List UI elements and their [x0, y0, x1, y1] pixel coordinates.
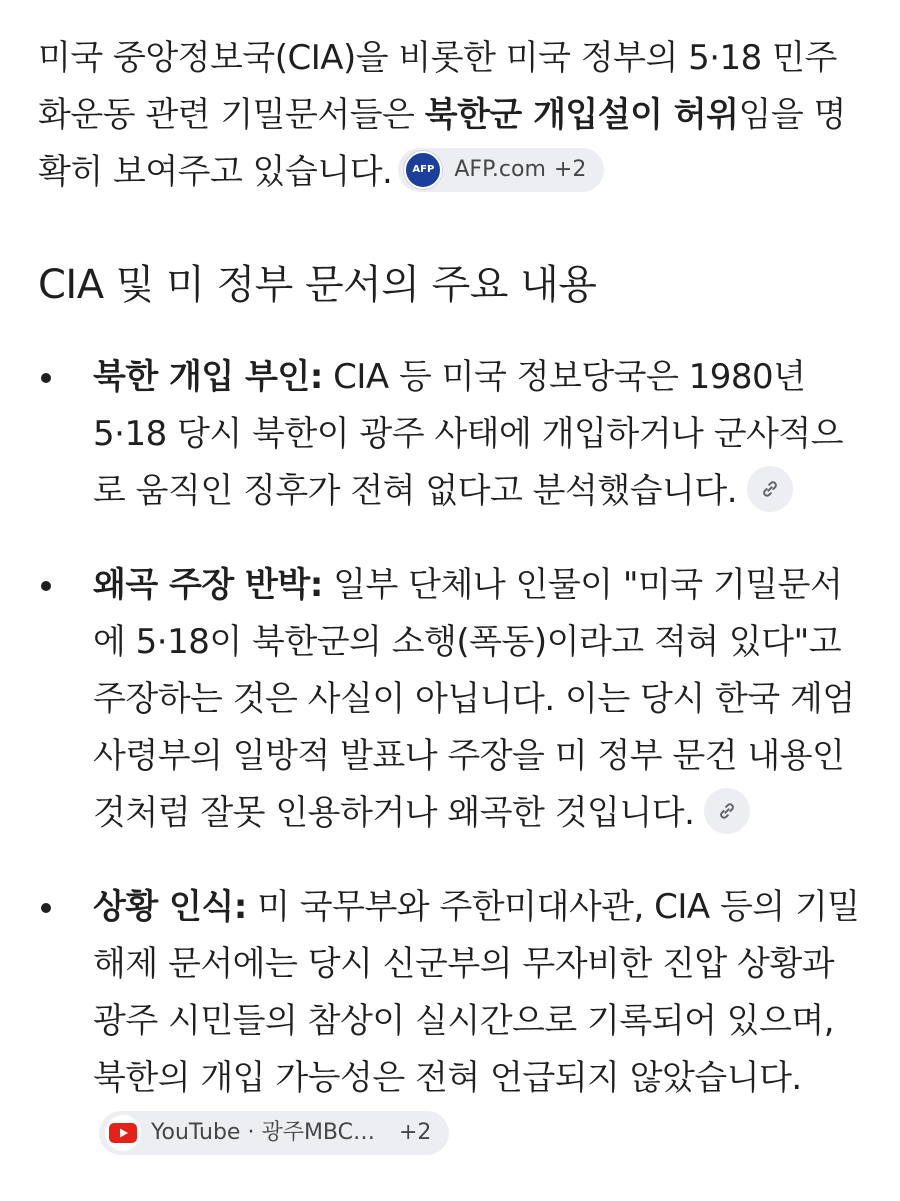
bullet-dot	[41, 903, 51, 913]
afp-logo-icon: AFP	[404, 151, 442, 189]
bullet-dot	[41, 581, 51, 591]
intro-text: 미국 중앙정보국(CIA)을 비롯한 미국 정부의 5·18 민주화운동 관련 기밀문서들은	[38, 38, 837, 135]
bullet-list	[38, 349, 868, 1164]
source-chip-afp[interactable]	[398, 148, 604, 192]
link-icon[interactable]	[747, 466, 793, 512]
source-chip-count: +2	[553, 157, 587, 182]
link-icon[interactable]	[704, 788, 750, 834]
intro-text-end: 임을 명확히 보여주고 있습니다.	[38, 95, 846, 192]
response-content	[38, 30, 868, 1201]
source-chip-label: AFP.com	[454, 157, 546, 182]
list-item-text: 일부 단체나 인물이 "미국 기밀문서에 5·18이 북한군의 소행(폭동)이라고 적혀 있다"고 주장하는 것은 사실이 아닙니다. 이는 당시 한국 계엄사령부의 일방적 발표나 주장을 미 정부 문건 내용인 것처럼 잘못 인용하거나 왜곡한 것입니다.	[93, 565, 855, 833]
source-chip-count: +2	[399, 1120, 432, 1145]
youtube-logo-icon	[105, 1115, 141, 1151]
bullet-dot	[41, 373, 51, 383]
list-item-text: CIA 등 미국 정보당국은 1980년 5·18 당시 북한이 광주 사태에 개입하거나 군사적으로 움직인 징후가 전혀 없다고 분석했습니다.	[93, 357, 844, 511]
list-item-term: 왜곡 주장 반박:	[93, 565, 323, 605]
intro-bold-text: 북한군 개입설이 허위	[424, 95, 739, 135]
section-heading: CIA 및 미 정부 문서의 주요 내용	[38, 262, 597, 308]
list-item	[38, 879, 868, 1164]
source-chip-label: YouTube · 광주MBC…	[151, 1120, 375, 1145]
list-item-term: 북한 개입 부인:	[93, 357, 323, 397]
intro-paragraph	[38, 30, 868, 201]
source-chip-youtube[interactable]	[99, 1111, 449, 1155]
list-item-term: 상황 인식:	[93, 887, 247, 927]
list-item	[38, 557, 868, 842]
list-item	[38, 349, 868, 520]
list-item-text: 미 국무부와 주한미대사관, CIA 등의 기밀 해제 문서에는 당시 신군부의 무자비한 진압 상황과 광주 시민들의 참상이 실시간으로 기록되어 있으며, 북한의 개입 가능성은 전혀 언급되지 않았습니다.	[93, 887, 860, 1098]
